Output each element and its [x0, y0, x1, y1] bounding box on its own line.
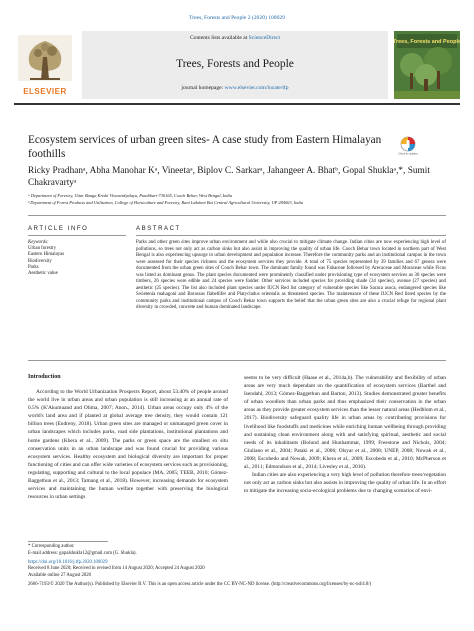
- journal-title: Trees, Forests and People: [176, 58, 294, 70]
- introduction-heading: Introduction: [28, 374, 61, 380]
- affiliation-a: ᵃ Department of Forestry, Uttar Banga Krishi Viswavidyalaya, Pundibari-736165, Cooch Behar, West Bengal, India: [28, 193, 233, 198]
- available-online-date: Available online 27 August 2020: [28, 573, 92, 579]
- license-statement: 2666-7193/© 2020 The Author(s). Published by Elsevier B.V. This is an open access article under the CC BY-NC-ND license. (http://creativecommons.org/licenses/by-nc-nd/4.0/): [28, 581, 372, 587]
- section-divider: [28, 215, 446, 216]
- corresponding-author-note: * Corresponding author.: [28, 544, 75, 549]
- homepage-prefix: journal homepage:: [181, 85, 225, 91]
- keyword-item: Biodiversity: [28, 258, 52, 264]
- journal-citation-link[interactable]: Trees, Forests and People 2 (2020) 100029: [189, 15, 285, 21]
- body-divider: [28, 360, 446, 361]
- footnotes: [28, 544, 448, 589]
- journal-homepage-link[interactable]: www.elsevier.com/locate/tfp: [224, 85, 289, 91]
- article-info-rule: [28, 235, 126, 236]
- keywords-list: [28, 240, 126, 277]
- journal-header: [14, 31, 460, 99]
- body-left-column: According to the World Urbanization Prospects Report, about 53.40% of people around the world live in urban areas and urban population is still increasing at an annual rate of 0.5% (K'Akumuand and Olima, 2007; Anon., 2014). Urban areas occupy only 4% of the world's land area and if planted at global average tree density, they would contain 121 billion trees (Endreny, 2018). Urban green sites are managed or unmanaged green cover in urban landscapes which includes parks, road side plantations, institutional plantations and home gardens (Khera et al., 2009). The parks or green space are the smallest ex situ conservation units in an urban landscape and was found crucial for providing various ecosystem services. Healthy ecosystem and biological diversity are important for proper functioning of cities and can offer wide varieties of ecosystem services such as provisioning, regulating, supporting and cultural to the local populace (MA, 2005; TEEB, 2010; Gómez-Baggethun et al., 2013; Tamang et al., 2018). However, increasing demands for ecosystem services and maintaining the human welfare together with preserving the biological resources in urban settings: [28, 389, 228, 501]
- received-dates: Received 8 June 2020; Received in revised form 14 August 2020; Accepted 24 August 2020: [28, 566, 205, 572]
- keyword-item: Eastern Himalayas: [28, 252, 65, 258]
- contents-available-line: [82, 35, 388, 41]
- author-email[interactable]: E-mail address: gopalshukla12@gmail.com (G. Shukla).: [28, 550, 137, 556]
- journal-title-band: [82, 31, 388, 99]
- check-for-updates-icon: [398, 135, 418, 155]
- elsevier-logo[interactable]: [14, 31, 76, 99]
- contents-prefix: Contents lists available at: [189, 35, 249, 41]
- footnote-rule: [28, 541, 108, 542]
- abstract-heading: ABSTRACT: [136, 226, 181, 232]
- journal-homepage-line: [82, 85, 388, 91]
- abstract-text: Parks and other green sites improve urban environment and while also crucial to mitigate climate change. Indian cities are now experiencing high level of pollutions, so trees not only act as carbon sinks but also assist in improving the quality of urban life. Cooch Behar town located in northern part of West Bengal is also experiencing upsurge in urban development and population increase. Therefore the community parks and an institutional campus in the town were assessed for their species richness and the ecosystem services they provide. A total of 75 species represented by 39 families and 67 genera were documented from the urban green sites of Cooch Behar town. The dominant family found was Fabaceae followed by Arecaceae and Moraceae while Ficus was listed as dominant genus. The plant species documented were prominently classified under provisioning type of ecosystem services as 36 species were timbers, 26 species were edible and 24 species were fodder. Other services included species for providing shade (34 species), avenue (27 species) and aesthetic (25 species). The list also included plant species under IUCN Red list category of vulnerable species like Saraca asoca, endangered species like Swietenia mahagoni and Borassus flabellifer and Platycladus orientalis as threatened species. The maintenance of these IUCN Red listed species by the community parks and institutional campus of Cooch Behar town supports the belief that the urban green sites are also a crucial refuge for regional plant diversity in crowded, concrete and human dominated landscape.: [136, 240, 446, 310]
- keyword-item: Parks: [28, 264, 39, 270]
- body-right-paragraph-2: Indian cities are also experiencing a very high level of pollution therefore trees/vegetation not only act as carbon sinks but also assists in improving the quality of urban life. In an effort to mitigate the increasing socio-ecological problems due to changing scenarios of envi-: [244, 472, 446, 495]
- article-title: Ecosystem services of urban green sites- A case study from Eastern Himalayan foothills: [28, 134, 382, 160]
- keywords-label: Keywords:: [28, 240, 49, 245]
- crossmark-label: Check for updates: [398, 152, 418, 155]
- author-list: Ricky Pradhanᵃ, Abha Manohar Kᵃ, Vineetaᵃ, Biplov C. Sarkarᵃ, Jahangeer A. Bhatᵇ, Gopal Shuklaᵃ,*, Sumit Chakravartyᵃ: [28, 166, 430, 188]
- journal-cover-image: [394, 31, 460, 99]
- keyword-item: Urban forestry: [28, 246, 57, 252]
- body-right-paragraph-1: seems to be very difficult (Haase et al., 2014a,b). The vulnerability and flexibility of urban areas are very much dependant on the quantification of ecosystem services (Barthel and Isendahl, 2013; Gómez-Baggethun and Barton, 2013). Studies demonstrated greater benefits of urban woodlots than urban parks and thus emphasized their conservation in the urban areas as they provide greater ecosystem services than the lesser natural areas (Hedblom et al., 2017). Biodiversity safeguard quality life in urban areas by contributing provisions for livelihood like foodstuffs and medicines while enriching human wellbeing through providing and sustaining clean environment along with and satisfying spiritual, aesthetic and social needs of its inhabitants (Bolund and Hunhammar, 1999; Freestone and Nichols, 2004; Giuliano et al., 2004; Pataki et al., 2006; Olsyar et al., 2008; UNEP, 2008; Nowak et al., 2008; Escobedo and Nowak, 2009; Khera et al., 2009; Escobedo et al., 2010; McPherson et al., 2011; Edmondson et al., 2014; Livesley et al., 2016).: [244, 375, 446, 471]
- journal-cover-thumbnail[interactable]: [394, 31, 460, 99]
- doi-link[interactable]: https://doi.org/10.1016/j.tfp.2020.100029: [28, 559, 108, 565]
- cover-title-text: Trees, Forests and People: [394, 39, 460, 45]
- keyword-item: Aesthetic value: [28, 271, 58, 277]
- body-right-column: [244, 374, 446, 495]
- affiliation-b: ᵇ Department of Forest Products and Utilization, College of Horticulture and Forestry, Rani Lakshmi Bai Central Agricultural University, UP 284003, India: [28, 200, 304, 205]
- article-info-heading: ARTICLE INFO: [28, 226, 89, 232]
- sciencedirect-link[interactable]: ScienceDirect: [248, 35, 281, 41]
- abstract-rule: [136, 235, 446, 236]
- crossmark-badge[interactable]: [398, 135, 418, 155]
- header-divider: [14, 103, 460, 105]
- elsevier-wordmark: ELSEVIER: [23, 87, 67, 96]
